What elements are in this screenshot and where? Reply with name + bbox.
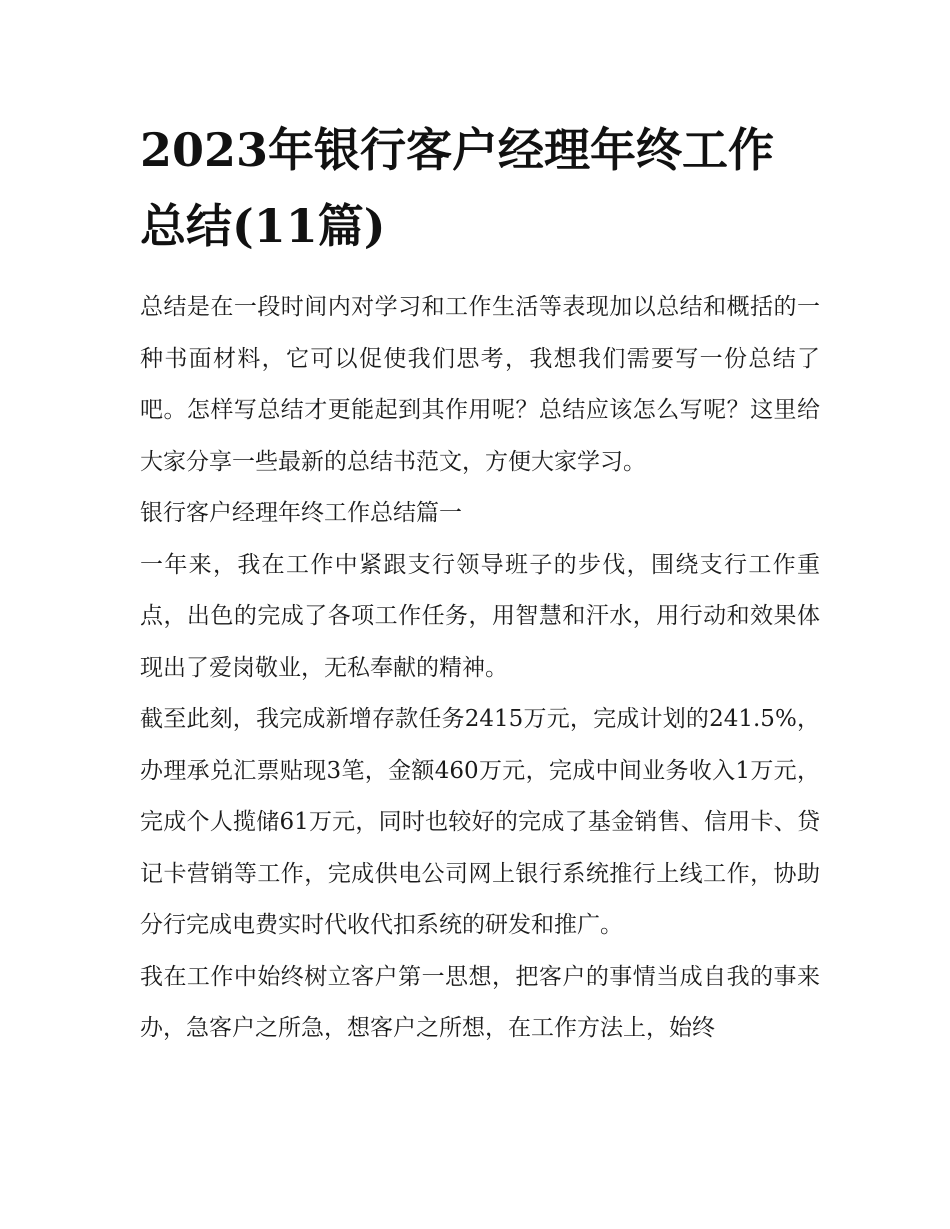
body-paragraph: 截至此刻，我完成新增存款任务2415万元，完成计划的241.5%，办理承兑汇票贴现3笔，金额460万元，完成中间业务收入1万元，完成个人揽储61万元，同时也较好的完成了基金销售、信用卡、贷记卡营销等工作，完成供电公司网上银行系统推行上线工作，协助分行完成电费实时代收代扣系统的研发和推广。	[140, 706, 820, 938]
section-heading: 银行客户经理年终工作总结篇一	[140, 500, 462, 526]
document-body	[140, 282, 820, 1055]
document-title: 2023年银行客户经理年终工作总结(11篇)	[140, 123, 775, 253]
document-page	[140, 112, 820, 1055]
body-paragraph: 我在工作中始终树立客户第一思想，把客户的事情当成自我的事来办，急客户之所急，想客户之所想，在工作方法上，始终	[140, 963, 820, 1041]
intro-paragraph: 总结是在一段时间内对学习和工作生活等表现加以总结和概括的一种书面材料，它可以促使我们思考，我想我们需要写一份总结了吧。怎样写总结才更能起到其作用呢？总结应该怎么写呢？这里给大家分享一些最新的总结书范文，方便大家学习。	[140, 294, 820, 475]
body-paragraph: 一年来，我在工作中紧跟支行领导班子的步伐，围绕支行工作重点，出色的完成了各项工作任务，用智慧和汗水，用行动和效果体现出了爱岗敬业，无私奉献的精神。	[140, 551, 820, 681]
